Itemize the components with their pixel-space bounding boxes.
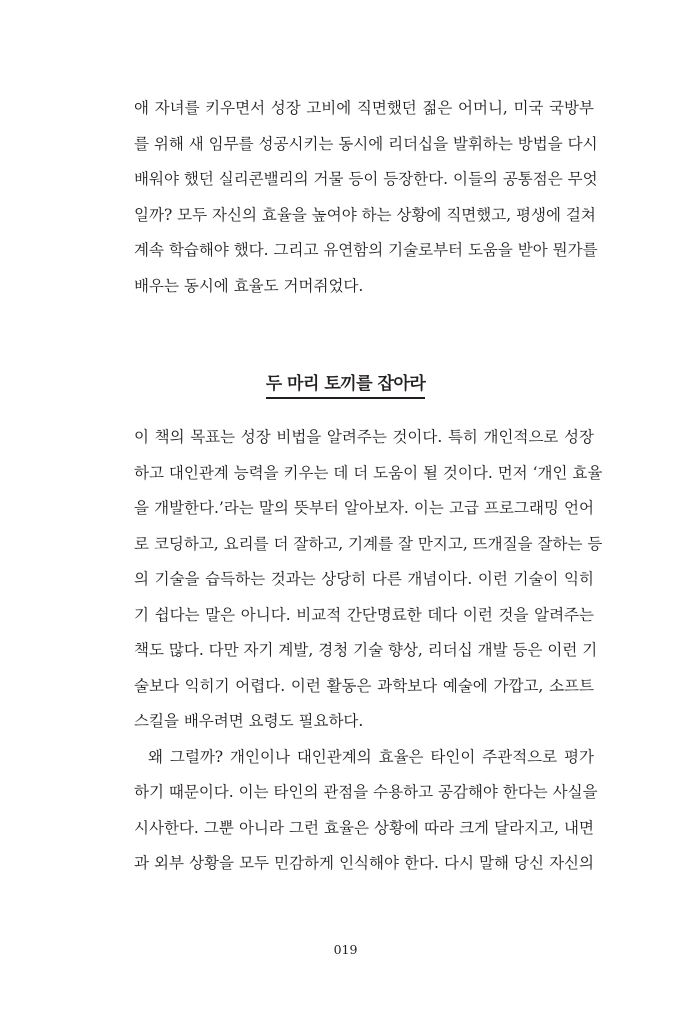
text-line: 를 위해 새 임무를 성공시키는 동시에 리더십을 발휘하는 방법을 다시 [134, 134, 598, 153]
paragraph-section-body [134, 420, 603, 882]
text-line: 을 개발한다.’라는 말의 뜻부터 알아보자. 이는 고급 프로그래밍 언어 [134, 499, 594, 517]
text-line: 기 쉽다는 말은 아니다. 비교적 간단명료한 데다 이런 것을 알려주는 [134, 605, 594, 624]
text-line: 일까? 모두 자신의 효율을 높여야 하는 상황에 직면했고, 평생에 걸쳐 [134, 205, 596, 224]
paragraph-intro-continuation [134, 91, 598, 304]
text-line: 술보다 익히기 어렵다. 이런 활동은 과학보다 예술에 가깝고, 소프트 [134, 676, 594, 695]
text-line: 하기 때문이다. 이는 타인의 관점을 수용하고 공감해야 한다는 사실을 [134, 783, 598, 801]
text-line: 책도 많다. 다만 자기 계발, 경청 기술 향상, 리더십 개발 등은 이런 기 [134, 641, 598, 659]
section-heading-container [0, 369, 691, 399]
page-number: 019 [333, 942, 358, 957]
text-line: 스킬을 배우려면 요령도 필요하다. [134, 712, 364, 730]
text-line: 하고 대인관계 능력을 키우는 데 더 도움이 될 것이다. 먼저 ‘개인 효율 [134, 463, 603, 482]
text-line: 애 자녀를 키우면서 성장 고비에 직면했던 젊은 어머니, 미국 국방부 [134, 99, 594, 117]
text-line: 로 코딩하고, 요리를 더 잘하고, 기계를 잘 만지고, 뜨개질을 잘하는 등 [134, 534, 603, 553]
section-heading: 두 마리 토끼를 잡아라 [266, 369, 426, 399]
text-line: 시사한다. 그뿐 아니라 그런 효율은 상황에 따라 크게 달라지고, 내면 [134, 818, 594, 837]
text-line: 과 외부 상황을 모두 민감하게 인식해야 한다. 다시 말해 당신 자신의 [134, 854, 594, 872]
text-line: 왜 그럴까? 개인이나 대인관계의 효율은 타인이 주관적으로 평가 [148, 747, 594, 766]
text-line: 이 책의 목표는 성장 비법을 알려주는 것이다. 특히 개인적으로 성장 [134, 428, 594, 446]
text-line: 의 기술을 습득하는 것과는 상당히 다른 개념이다. 이런 기술이 익히 [134, 570, 594, 588]
text-line: 배워야 했던 실리콘밸리의 거물 등이 등장한다. 이들의 공통점은 무엇 [134, 170, 598, 188]
text-line: 계속 학습해야 했다. 그리고 유연함의 기술로부터 도움을 받아 뭔가를 [134, 241, 598, 259]
text-line: 배우는 동시에 효율도 거머쥐었다. [134, 276, 364, 295]
